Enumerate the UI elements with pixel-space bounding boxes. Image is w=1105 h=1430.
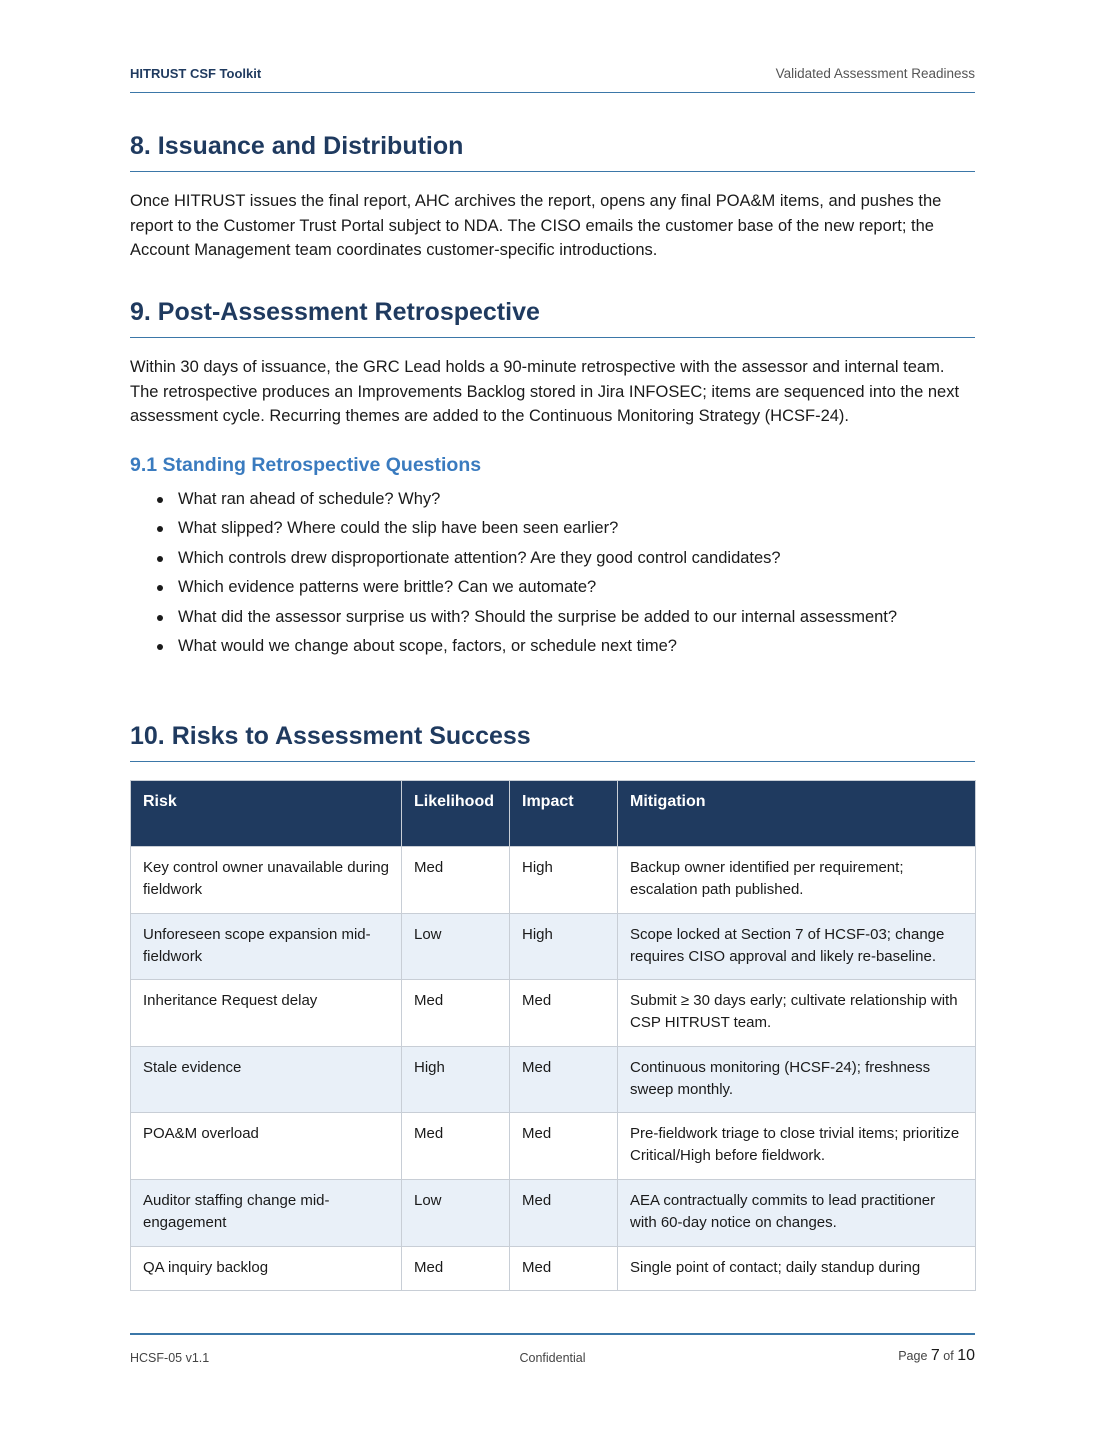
likelihood-cell: Med	[402, 847, 510, 914]
page-header	[130, 62, 975, 93]
mitigation-cell: Scope locked at Section 7 of HCSF-03; change requires CISO approval and likely re-baseline.	[618, 913, 976, 980]
questions-list	[130, 485, 975, 663]
column-header: Risk	[131, 781, 402, 847]
likelihood-cell: Low	[402, 913, 510, 980]
impact-cell: Med	[510, 1113, 618, 1180]
section-10	[130, 722, 975, 1291]
subsection-heading: 9.1 Standing Retrospective Questions	[130, 453, 482, 476]
risk-cell: QA inquiry backlog	[131, 1246, 402, 1290]
impact-cell: High	[510, 847, 618, 914]
bullet-icon	[157, 497, 163, 503]
impact-cell: Med	[510, 980, 618, 1047]
section-paragraph: Within 30 days of issuance, the GRC Lead holds a 90-minute retrospective with the assessor and internal team. The retrospective produces an Improvements Backlog stored in Jira INFOSEC; items are sequenced into the next assessment cycle. Recurring themes are added to the Continuous Monitoring Strategy (HCSF-24).	[130, 358, 960, 425]
list-item: Which evidence patterns were brittle? Can we automate?	[130, 573, 975, 603]
list-item: Which controls drew disproportionate attention? Are they good control candidates?	[130, 544, 975, 574]
column-header: Mitigation	[618, 781, 976, 847]
mitigation-cell: Backup owner identified per requirement; escalation path published.	[618, 847, 976, 914]
likelihood-cell: Med	[402, 1113, 510, 1180]
list-item: What ran ahead of schedule? Why?	[130, 485, 975, 515]
section-heading: 10. Risks to Assessment Success	[130, 722, 975, 762]
section-9	[130, 298, 975, 662]
likelihood-cell: Low	[402, 1179, 510, 1246]
likelihood-cell: Med	[402, 980, 510, 1047]
bullet-icon	[157, 615, 163, 621]
section-heading: 8. Issuance and Distribution	[130, 132, 975, 172]
list-item: What would we change about scope, factors, or schedule next time?	[130, 632, 975, 662]
footer-classification: Confidential	[519, 1351, 586, 1365]
risk-cell: POA&M overload	[131, 1113, 402, 1180]
risk-cell: Key control owner unavailable during fieldwork	[131, 847, 402, 914]
impact-cell: Med	[510, 1246, 618, 1290]
footer-page-number: Page 7 of 10	[898, 1347, 975, 1364]
mitigation-cell: Single point of contact; daily standup during	[618, 1246, 976, 1290]
impact-cell: Med	[510, 1046, 618, 1113]
header-doc-title: HITRUST CSF Toolkit	[130, 66, 262, 81]
page-footer	[130, 1333, 975, 1365]
table-header-row	[131, 781, 976, 847]
section-8	[130, 132, 975, 263]
column-header: Impact	[510, 781, 618, 847]
table-row	[131, 1246, 976, 1290]
risk-table	[130, 780, 976, 1291]
impact-cell: Med	[510, 1179, 618, 1246]
bullet-icon	[157, 526, 163, 532]
header-doc-subtitle: Validated Assessment Readiness	[775, 66, 975, 81]
table-row	[131, 1113, 976, 1180]
table-row	[131, 1046, 976, 1113]
bullet-icon	[157, 585, 163, 591]
list-item: What did the assessor surprise us with? Should the surprise be added to our internal assessment?	[130, 603, 975, 633]
section-heading: 9. Post-Assessment Retrospective	[130, 298, 975, 338]
section-paragraph: Once HITRUST issues the final report, AHC archives the report, opens any final POA&M items, and pushes the report to the Customer Trust Portal subject to NDA. The CISO emails the customer base of the new report; the Account Management team coordinates customer-specific introductions.	[130, 192, 942, 259]
risk-cell: Unforeseen scope expansion mid-fieldwork	[131, 913, 402, 980]
bullet-icon	[157, 556, 163, 562]
mitigation-cell: Submit ≥ 30 days early; cultivate relationship with CSP HITRUST team.	[618, 980, 976, 1047]
risk-cell: Inheritance Request delay	[131, 980, 402, 1047]
mitigation-cell: Continuous monitoring (HCSF-24); freshness sweep monthly.	[618, 1046, 976, 1113]
table-row	[131, 847, 976, 914]
likelihood-cell: High	[402, 1046, 510, 1113]
impact-cell: High	[510, 913, 618, 980]
table-row	[131, 980, 976, 1047]
table-row	[131, 1179, 976, 1246]
bullet-icon	[157, 644, 163, 650]
table-row	[131, 913, 976, 980]
risk-cell: Auditor staffing change mid-engagement	[131, 1179, 402, 1246]
likelihood-cell: Med	[402, 1246, 510, 1290]
risk-cell: Stale evidence	[131, 1046, 402, 1113]
list-item: What slipped? Where could the slip have been seen earlier?	[130, 514, 975, 544]
mitigation-cell: Pre-fieldwork triage to close trivial items; prioritize Critical/High before fieldwork.	[618, 1113, 976, 1180]
mitigation-cell: AEA contractually commits to lead practitioner with 60-day notice on changes.	[618, 1179, 976, 1246]
footer-doc-id: HCSF-05 v1.1	[130, 1351, 210, 1365]
column-header: Likelihood	[402, 781, 510, 847]
